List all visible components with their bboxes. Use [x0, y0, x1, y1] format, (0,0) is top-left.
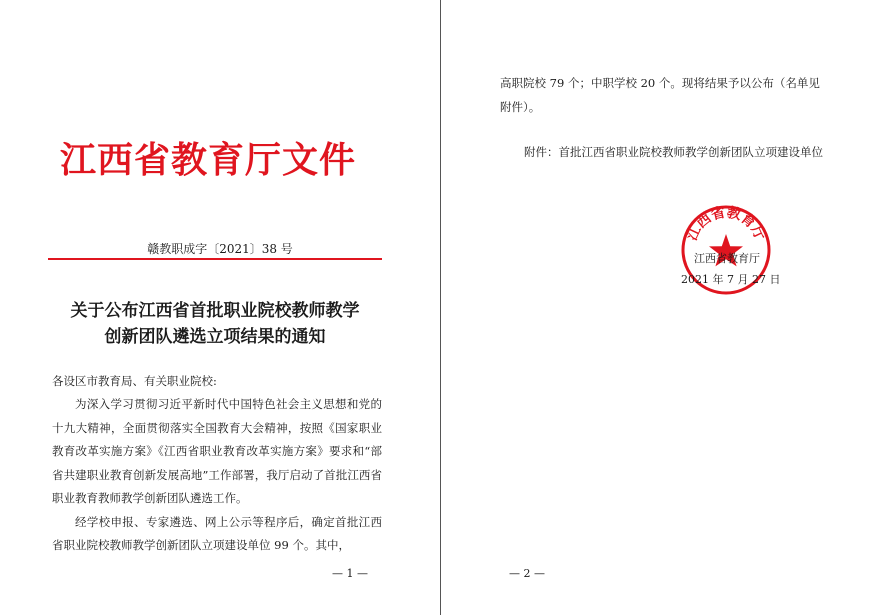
body-paragraphs: [52, 393, 382, 558]
paragraph-1: 为深入学习贯彻习近平新时代中国特色社会主义思想和党的十九大精神，全面贯彻落实全国教育大会精神，按照《国家职业教育改革实施方案》《江西省职业教育改革实施方案》要求和“部省共建职业教育创新发展高地”工作部署，我厅启动了首批江西省职业教育教师教学创新团队遴选工作。: [52, 397, 382, 505]
salutation: 各设区市教育局、有关职业院校:: [52, 374, 217, 388]
issue-date: 2021 年 7 月 27 日: [681, 273, 781, 286]
issuer-name: 江西省教育厅: [694, 252, 760, 265]
title-line-2: 创新团队遴选立项结果的通知: [104, 327, 326, 347]
seal-text: 江西省教育厅: [684, 204, 768, 244]
document-title: [48, 298, 382, 350]
document-page-1: [0, 0, 440, 615]
paragraph-2: 经学校申报、专家遴选、网上公示等程序后，确定首批江西省职业院校教师教学创新团队立项建设单位 99 个。其中，: [52, 514, 382, 552]
document-masthead: 江西省教育厅文件: [60, 139, 357, 181]
attachment-line: 附件：首批江西省职业院校教师教学创新团队立项建设单位: [524, 145, 823, 159]
document-number: 赣教职成字〔2021〕38 号: [147, 242, 293, 256]
page-number-1: — 1 —: [332, 567, 368, 580]
paragraph-continuation: 高职院校 79 个；中职学校 20 个。现将结果予以公布（名单见附件）。: [500, 76, 820, 114]
red-separator-line: [48, 258, 382, 260]
title-line-1: 关于公布江西省首批职业院校教师教学: [70, 301, 360, 321]
page-number-2: — 2 —: [509, 567, 545, 580]
